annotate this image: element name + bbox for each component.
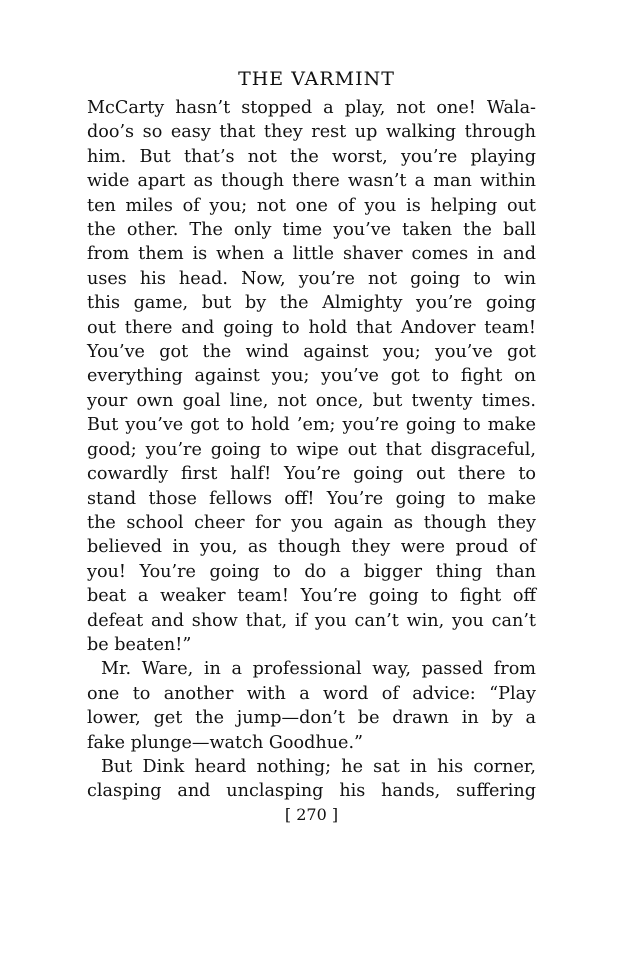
text-line: the other. The only time you’ve taken the ball <box>87 220 536 241</box>
text-line: from them is when a little shaver comes in and <box>87 244 536 265</box>
text-line: But you’ve got to hold ’em; you’re going to make <box>87 415 536 436</box>
text-line: you! You’re going to do a bigger thing than <box>87 561 536 582</box>
text-line: clasping and unclasping his hands, suffering <box>87 781 536 802</box>
text-line: McCarty hasn’t stopped a play, not one! Wala- <box>87 98 536 118</box>
text-line: the school cheer for you again as though they <box>87 512 536 533</box>
text-line: But Dink heard nothing; he sat in his corner, <box>101 756 536 777</box>
text-line: this game, but by the Almighty you’re going <box>87 293 536 314</box>
text-line: out there and going to hold that Andover team! <box>87 317 536 338</box>
text-line: doo’s so easy that they rest up walking through <box>87 122 536 143</box>
text-line: beat a weaker team! You’re going to fight off <box>87 586 536 607</box>
text-line: lower, get the jump—don’t be drawn in by a <box>87 708 536 729</box>
text-line: everything against you; you’ve got to fight on <box>87 366 536 387</box>
paragraph-2 <box>87 657 536 755</box>
running-head: THE VARMINT <box>238 68 395 90</box>
text-line: You’ve got the wind against you; you’ve got <box>87 342 536 363</box>
text-line: good; you’re going to wipe out that disgraceful, <box>87 439 536 460</box>
text-line: one to another with a word of advice: “Play <box>87 683 536 704</box>
text-line: believed in you, as though they were proud of <box>87 537 536 558</box>
text-line: wide apart as though there wasn’t a man within <box>87 171 536 192</box>
text-line: your own goal line, not once, but twenty times. <box>87 390 536 411</box>
text-line: be beaten!” <box>87 634 192 655</box>
text-line: fake plunge—watch Goodhue.” <box>87 732 364 753</box>
book-page <box>87 66 536 826</box>
text-line: Mr. Ware, in a professional way, passed from <box>101 659 536 680</box>
text-line: cowardly first half! You’re going out there to <box>87 464 536 485</box>
page-number: [ 270 ] <box>284 804 339 824</box>
paragraph-3 <box>87 755 536 804</box>
text-line: stand those fellows off! You’re going to make <box>87 488 536 509</box>
paragraph-1 <box>87 96 536 657</box>
text-line: defeat and show that, if you can’t win, you can’t <box>87 610 536 631</box>
text-line: ten miles of you; not one of you is helping out <box>87 195 536 216</box>
text-line: uses his head. Now, you’re not going to win <box>87 268 536 289</box>
text-line: him. But that’s not the worst, you’re playing <box>87 146 536 167</box>
